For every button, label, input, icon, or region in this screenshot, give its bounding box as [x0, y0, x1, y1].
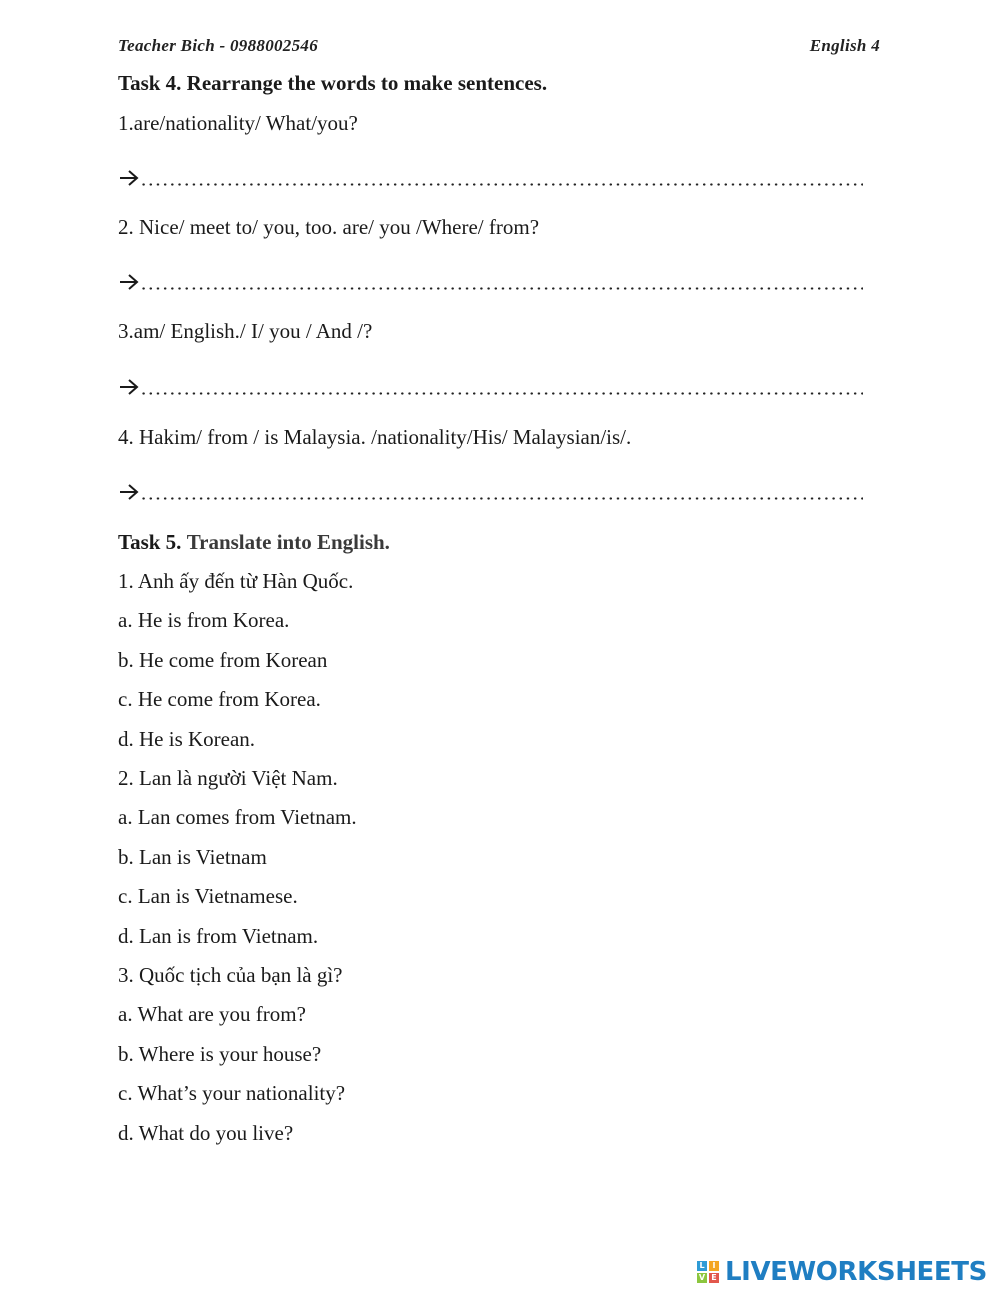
dotted-blank	[140, 287, 863, 290]
answer-line-4[interactable]	[118, 478, 863, 504]
question-3-option-c[interactable]: c. What’s your nationality?	[118, 1081, 346, 1105]
task5-title-rest: Translate into English.	[186, 530, 390, 554]
task4-item-3: 3.am/ English./ I/ you / And /?	[118, 319, 373, 343]
logo-block-e: E	[709, 1273, 719, 1283]
question-1-option-a[interactable]: a. He is from Korea.	[118, 608, 290, 632]
question-2-option-d[interactable]: d. Lan is from Vietnam.	[118, 924, 319, 948]
arrow-right-icon	[118, 377, 140, 397]
logo-text: LIVEWORKSHEETS	[725, 1257, 987, 1287]
arrow-right-icon	[118, 482, 140, 502]
liveworksheets-logo	[697, 1257, 987, 1287]
question-2-option-b[interactable]: b. Lan is Vietnam	[118, 845, 267, 869]
question-2-option-c[interactable]: c. Lan is Vietnamese.	[118, 884, 298, 908]
task5-title	[118, 529, 390, 555]
question-1-option-d[interactable]: d. He is Korean.	[118, 727, 256, 751]
question-3-option-a[interactable]: a. What are you from?	[118, 1002, 306, 1026]
answer-line-3[interactable]	[118, 373, 863, 399]
question-1-prompt: 1. Anh ấy đến từ Hàn Quốc.	[118, 569, 354, 593]
arrow-right-icon	[118, 272, 140, 292]
header-subject: English 4	[809, 36, 880, 55]
arrow-right-icon	[118, 168, 140, 188]
question-3-option-d[interactable]: d. What do you live?	[118, 1121, 294, 1145]
logo-block-v: V	[698, 1273, 706, 1282]
logo-block-i: I	[709, 1261, 719, 1271]
task4-item-2: 2. Nice/ meet to/ you, too. are/ you /Where/ from?	[118, 215, 540, 239]
task5-title-bold: Task 5.	[118, 530, 182, 554]
task4-title: Task 4. Rearrange the words to make sentences.	[118, 71, 548, 95]
logo-blocks-icon	[697, 1261, 719, 1283]
dotted-blank	[140, 183, 863, 186]
logo-block-l: L	[697, 1261, 707, 1271]
task4-item-1: 1.are/nationality/ What/you?	[118, 111, 358, 135]
question-2-prompt: 2. Lan là người Việt Nam.	[118, 766, 338, 790]
dotted-blank	[140, 392, 863, 395]
dotted-blank	[140, 497, 863, 500]
question-1-option-c[interactable]: c. He come from Korea.	[118, 687, 321, 711]
question-1-option-b[interactable]: b. He come from Korean	[118, 648, 328, 672]
question-3-prompt: 3. Quốc tịch của bạn là gì?	[118, 963, 343, 987]
question-2-option-a[interactable]: a. Lan comes from Vietnam.	[118, 805, 357, 829]
answer-line-1[interactable]	[118, 164, 863, 190]
question-3-option-b[interactable]: b. Where is your house?	[118, 1042, 322, 1066]
header-teacher: Teacher Bich - 0988002546	[118, 36, 319, 55]
answer-line-2[interactable]	[118, 268, 863, 294]
task4-item-4: 4. Hakim/ from / is Malaysia. /nationality/His/ Malaysian/is/.	[118, 425, 632, 449]
